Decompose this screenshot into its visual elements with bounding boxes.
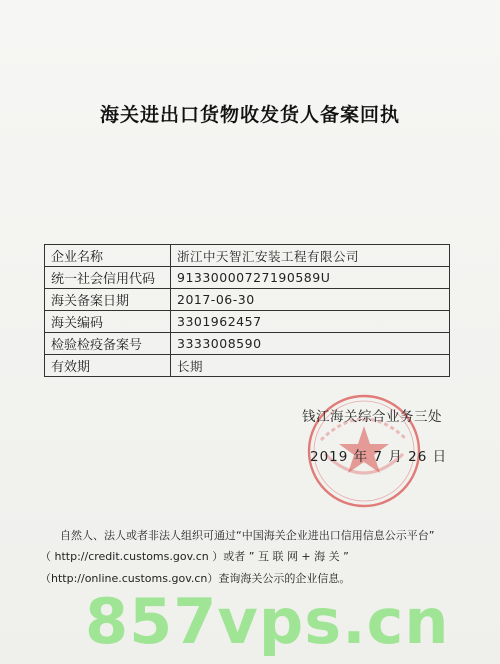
row-value: 3333008590 xyxy=(171,333,450,355)
table-row xyxy=(45,245,450,267)
issuer-name: 钱江海关综合业务三处 xyxy=(302,409,442,425)
table-row xyxy=(45,333,450,355)
table-row xyxy=(45,355,450,377)
row-label: 海关备案日期 xyxy=(45,289,171,311)
row-value: 2017-06-30 xyxy=(171,289,450,311)
watermark: 857vps.cn xyxy=(85,585,450,658)
table-row xyxy=(45,311,450,333)
table-row xyxy=(45,267,450,289)
row-label: 企业名称 xyxy=(45,245,171,267)
row-label: 海关编码 xyxy=(45,311,171,333)
row-value: 3301962457 xyxy=(171,311,450,333)
issue-date: 2019 年 7 月 26 日 xyxy=(310,449,448,465)
notice-line-2: （ http://credit.customs.gov.cn ）或者 ” 互 联 网 + 海 关 ” xyxy=(40,550,349,563)
row-label: 统一社会信用代码 xyxy=(45,267,171,289)
row-value: 长期 xyxy=(171,355,450,377)
info-table xyxy=(44,244,450,377)
row-value: 浙江中天智汇安装工程有限公司 xyxy=(171,245,450,267)
row-label: 检验检疫备案号 xyxy=(45,333,171,355)
row-value: 91330000727190589U xyxy=(171,267,450,289)
notice-line-3: （http://online.customs.gov.cn）查询海关公示的企业信息。 xyxy=(40,572,351,585)
table-row xyxy=(45,289,450,311)
document-title: 海关进出口货物收发货人备案回执 xyxy=(99,104,400,126)
notice-line-1: 自然人、法人或者非法人组织可通过“中国海关企业进出口信用信息公示平台” xyxy=(60,529,435,542)
row-label: 有效期 xyxy=(45,355,171,377)
